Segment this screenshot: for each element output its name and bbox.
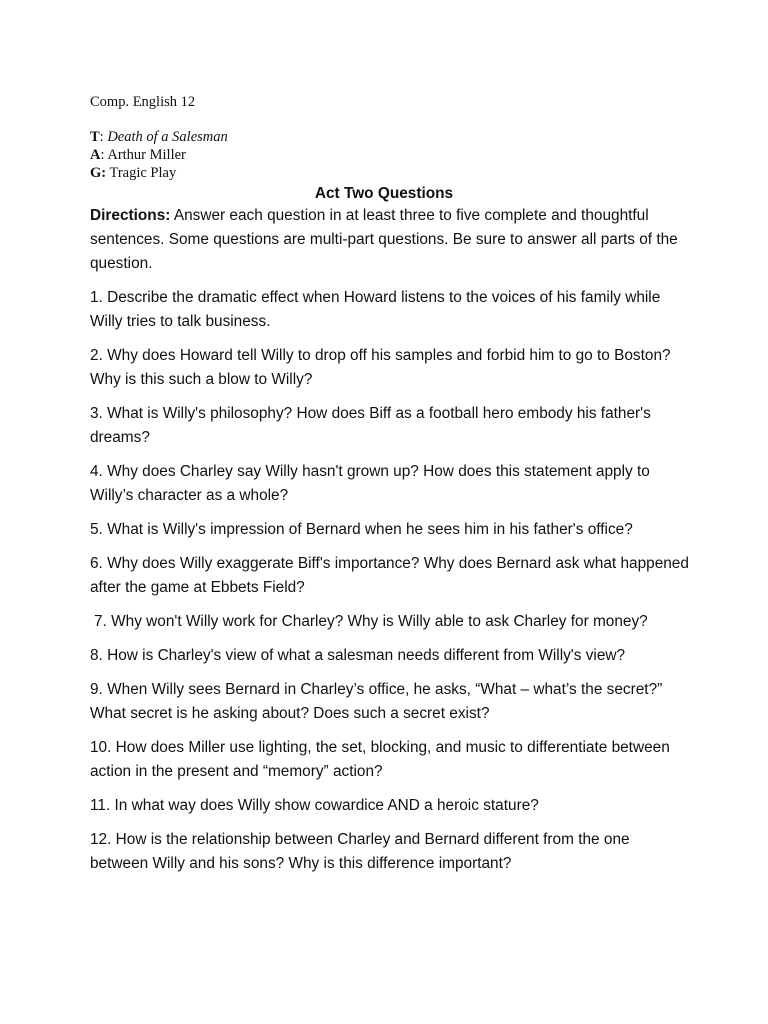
question-9: 9. When Willy sees Bernard in Charley’s office, he asks, “What – what’s the secret?” What secret is he asking about? Does such a secret exist? (90, 681, 663, 722)
section-title: Act Two Questions (314, 185, 454, 202)
work-genre: Tragic Play (109, 165, 177, 181)
question-8: 8. How is Charley's view of what a salesman needs different from Willy's view? (90, 647, 626, 664)
question-4: 4. Why does Charley say Willy hasn't grown up? How does this statement apply to Willy’s character as a whole? (90, 463, 650, 504)
title-label: T (90, 129, 100, 145)
genre-label: G: (90, 165, 107, 181)
genre-line (90, 164, 228, 182)
course-name: Comp. English 12 (90, 94, 196, 110)
author-label: A (90, 147, 101, 163)
title-line (90, 128, 228, 146)
question-7: 7. Why won't Willy work for Charley? Why is Willy able to ask Charley for money? (94, 613, 648, 630)
author-line (90, 146, 228, 164)
question-6: 6. Why does Willy exaggerate Biff's importance? Why does Bernard ask what happened after the game at Ebbets Field? (90, 555, 689, 596)
author-separator: : (100, 147, 108, 163)
title-separator: : (99, 129, 108, 145)
work-title: Death of a Salesman (107, 129, 228, 145)
question-5: 5. What is Willy's impression of Bernard when he sees him in his father's office? (90, 521, 633, 538)
question-12: 12. How is the relationship between Charley and Bernard different from the one between Willy and his sons? Why is this difference important? (90, 831, 630, 872)
directions-paragraph (90, 204, 690, 276)
questions-content (90, 204, 690, 886)
question-11: 11. In what way does Willy show cowardice AND a heroic stature? (90, 797, 539, 814)
directions-text: Answer each question in at least three to five complete and thoughtful sentences. Some questions are multi-part questions. Be sure to answer all parts of the question. (90, 207, 678, 272)
question-2: 2. Why does Howard tell Willy to drop off his samples and forbid him to go to Boston? Why is this such a blow to Willy? (90, 347, 671, 388)
question-10: 10. How does Miller use lighting, the set, blocking, and music to differentiate between action in the present and “memory” action? (90, 739, 670, 780)
directions-label: Directions: (90, 207, 171, 224)
work-author: Arthur Miller (107, 147, 186, 163)
work-info (90, 128, 228, 182)
question-1: 1. Describe the dramatic effect when Howard listens to the voices of his family while Willy tries to talk business. (90, 289, 661, 330)
question-3: 3. What is Willy's philosophy? How does Biff as a football hero embody his father's dreams? (90, 405, 651, 446)
